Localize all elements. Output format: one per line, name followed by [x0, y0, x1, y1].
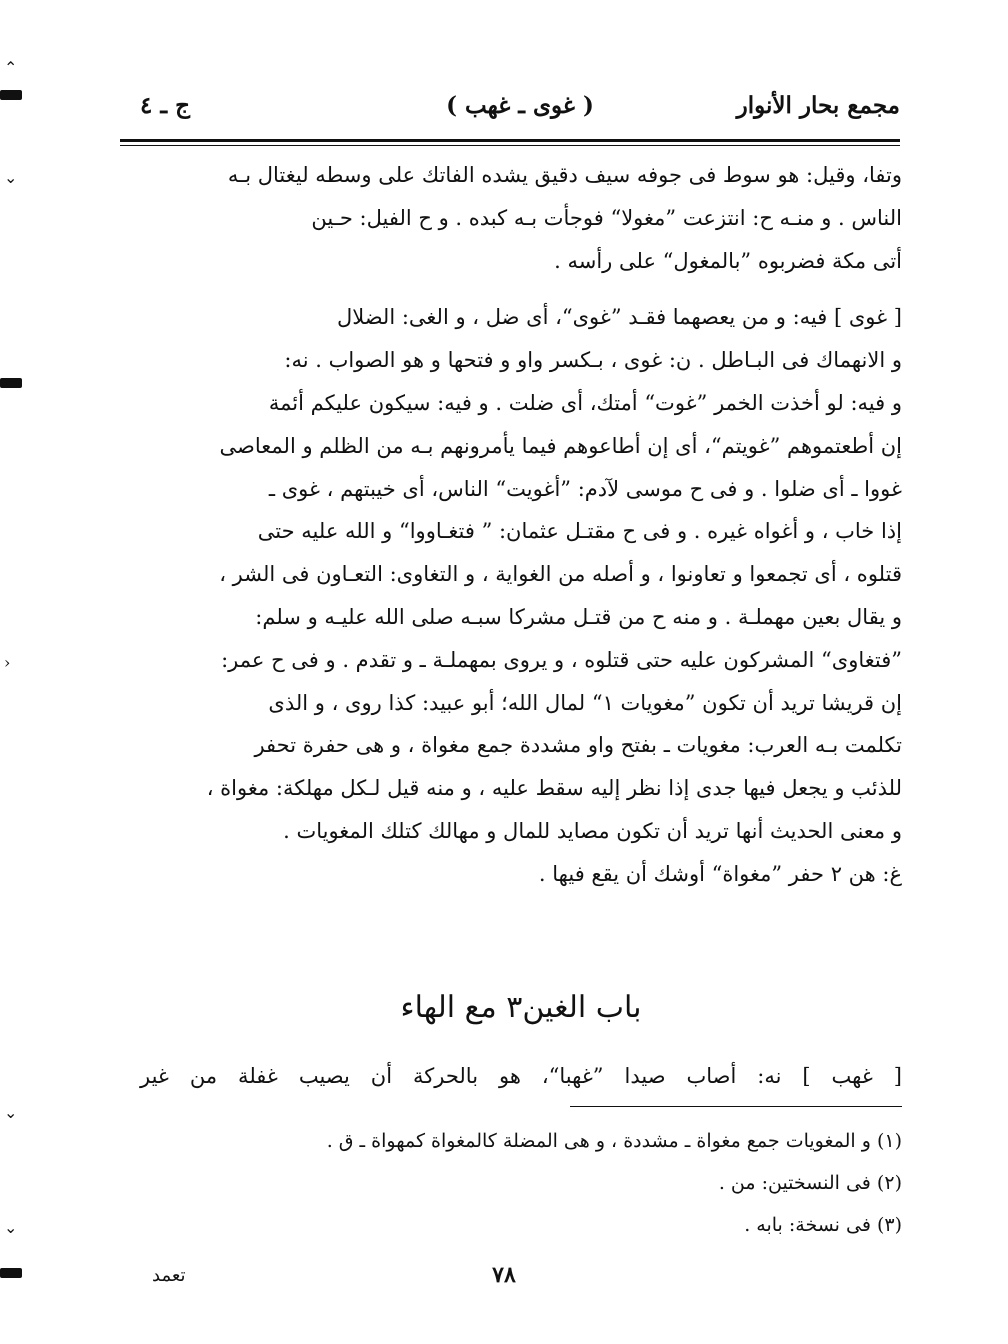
text-line: وتفا، وقيل: هو سوط فى جوفه سيف دقيق يشده الفاتك على وسطه ليغتال بـه [227, 163, 902, 187]
body-text [140, 154, 902, 896]
scan-tick-icon: › [4, 653, 11, 672]
text-line: و الانهماك فى البـاطل . ن: غوى ، بـكسر واو و فتحها و هو الصواب . نه: [284, 348, 902, 373]
text-line: غ: هن ٢ حفر ”مغواة“ أوشك أن يقع فيها . [538, 861, 902, 886]
text-line: [ غوى ] فيه: و من يعصهما فقـد ”غوى“، أى ضل ، و الغى: الضلال [336, 305, 902, 330]
text-line: و معنى الحديث أنها تريد أن تكون مصايد للمال و مهالك كتلك المغويات . [283, 818, 902, 843]
printer-signature: تعمد [152, 1265, 186, 1286]
scan-tick-icon: ⌄ [4, 1218, 18, 1237]
entry-line: [ غهب ] نه: أصاب صيدا ”غهبا“، هو بالحركة أن يصيب غفلة من غير [140, 1064, 902, 1088]
text-line: إذا خاب ، و أغواه غيره . و فى ح مقتـل عثمان: ” فتغـاووا“ و الله عليه حتى [257, 519, 902, 544]
text-line: و فيه: لو أخذت الخمر ”غوت“ أمتك، أى ضلت . و فيه: سيكون عليكم أئمة [268, 390, 902, 415]
chapter-heading: باب الغين٣ مع الهاء [400, 990, 642, 1025]
text-line: ”فتغاوى“ المشركون عليه حتى قتلوه ، و يروى بمهملـة ـ و تقدم . و فى ح عمر: [221, 647, 902, 672]
scan-edge-mark [0, 378, 22, 388]
page-number: ٧٨ [492, 1262, 516, 1288]
scan-tick-icon: ⌃ [4, 58, 18, 77]
text-line: قتلوه ، أى تجمعوا و تعاونوا ، و أصله من الغواية ، و التغاوى: التعـاون فى الشر ، [219, 562, 902, 587]
header-rule-thick [120, 139, 900, 142]
scan-tick-icon: ⌄ [4, 168, 18, 187]
text-line: الناس . و منـه ح: انتزعت ”مغولا“ فوجأت بـه كبده . و ح الفيل: حـين [311, 205, 902, 230]
text-line: إن أطعتموهم ”غويتم“، أى إن أطاعوهم فيما يأمرونهم بـه من الظلم و المعاصى [219, 433, 902, 458]
text-line: غووا ـ أى ضلوا . و فى ح موسى لآدم: ”أغويت“ الناس، أى خيبتهم ، غوى ـ [268, 476, 902, 501]
scan-tick-icon: ⌄ [4, 1103, 18, 1122]
scan-edge-mark [0, 90, 22, 100]
text-line: إن قريشا تريد أن تكون ”مغويات ١“ لمال الله؛ أبو عبيد: كذا روى ، و الذى [268, 690, 902, 715]
book-title: مجمع بحار الأنوار [736, 92, 900, 119]
section-title: ( غوى ـ غهب ) [446, 92, 594, 119]
volume-label: ج ـ ٤ [140, 92, 190, 119]
text-line: أتى مكة فضربوه ”بالمغول“ على رأسه . [554, 248, 902, 273]
text-line: تكلمت بـه العرب: مغويات ـ بفتح واو مشددة جمع مغواة ، و هى حفرة تحفر [254, 733, 902, 758]
header-rule-thin [120, 145, 900, 146]
footnotes [140, 1120, 902, 1246]
text-line: و يقال بعين مهملـة . و منه ح من قتـل مشركا سبـه صلى الله عليـه و سلم: [255, 604, 902, 629]
footnote-rule [570, 1106, 902, 1107]
running-header [140, 92, 900, 132]
footnote: (١) و المغويات جمع مغواة ـ مشددة ، و هى المضلة كالمغواة كمهواة ـ ق . [326, 1130, 902, 1152]
footnote: (٣) فى نسخة: بابه . [744, 1214, 902, 1236]
text-line: للذئب و يجعل فيها جدى إذا نظر إليه سقط عليه ، و منه قيل لـكل مهلكة: مغواة ، [206, 776, 902, 801]
footnote: (٢) فى النسختين: من . [718, 1172, 902, 1194]
